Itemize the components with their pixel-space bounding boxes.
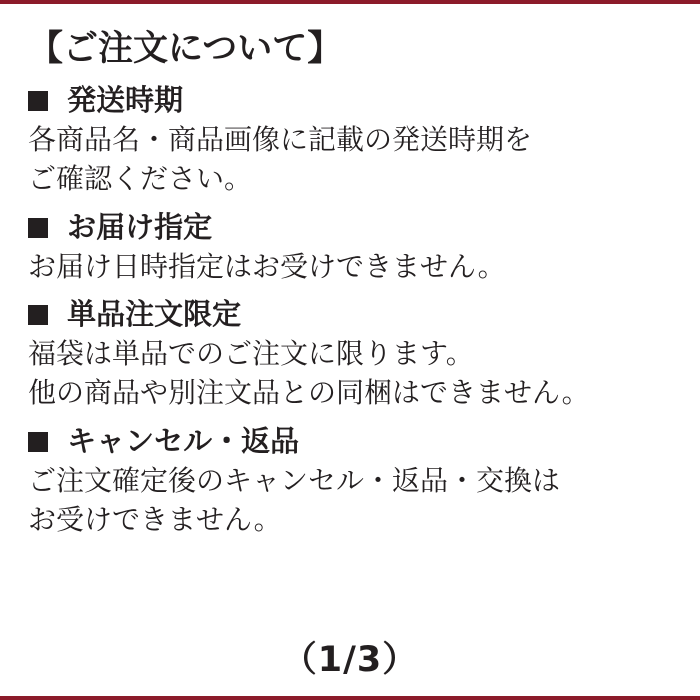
section-shipping-schedule <box>28 81 684 198</box>
section-body <box>28 121 684 198</box>
page-title: 【ご注文について】 <box>28 29 343 69</box>
section-heading-label: 発送時期 <box>67 83 184 118</box>
section-heading-label: キャンセル・返品 <box>67 423 300 458</box>
body-line: 各商品名・商品画像に記載の発送時期を <box>28 123 533 157</box>
section-heading <box>28 295 684 334</box>
body-line: 他の商品や別注文品との同梱はできません。 <box>28 376 590 410</box>
section-body <box>28 335 684 412</box>
filled-square-bullet-icon <box>28 218 48 238</box>
filled-square-bullet-icon <box>28 432 48 452</box>
section-body <box>28 248 684 287</box>
body-line: お受けできません。 <box>28 502 282 536</box>
section-cancellation-returns <box>28 422 684 539</box>
section-delivery-designation <box>28 208 684 287</box>
body-line: お届け日時指定はお受けできません。 <box>28 249 506 283</box>
section-heading-label: お届け指定 <box>67 209 213 244</box>
section-heading <box>28 208 684 247</box>
section-heading-label: 単品注文限定 <box>67 297 242 332</box>
filled-square-bullet-icon <box>28 305 48 325</box>
filled-square-bullet-icon <box>28 91 48 111</box>
section-heading <box>28 422 684 461</box>
section-body <box>28 462 684 539</box>
page-indicator: （1/3） <box>281 640 419 680</box>
body-line: 福袋は単品でのご注文に限ります。 <box>28 337 474 371</box>
section-heading <box>28 81 684 120</box>
section-single-item-order-only <box>28 295 684 412</box>
body-line: ご注文確定後のキャンセル・返品・交換は <box>28 463 561 497</box>
body-line: ご確認ください。 <box>28 161 253 195</box>
document-content <box>28 30 684 548</box>
